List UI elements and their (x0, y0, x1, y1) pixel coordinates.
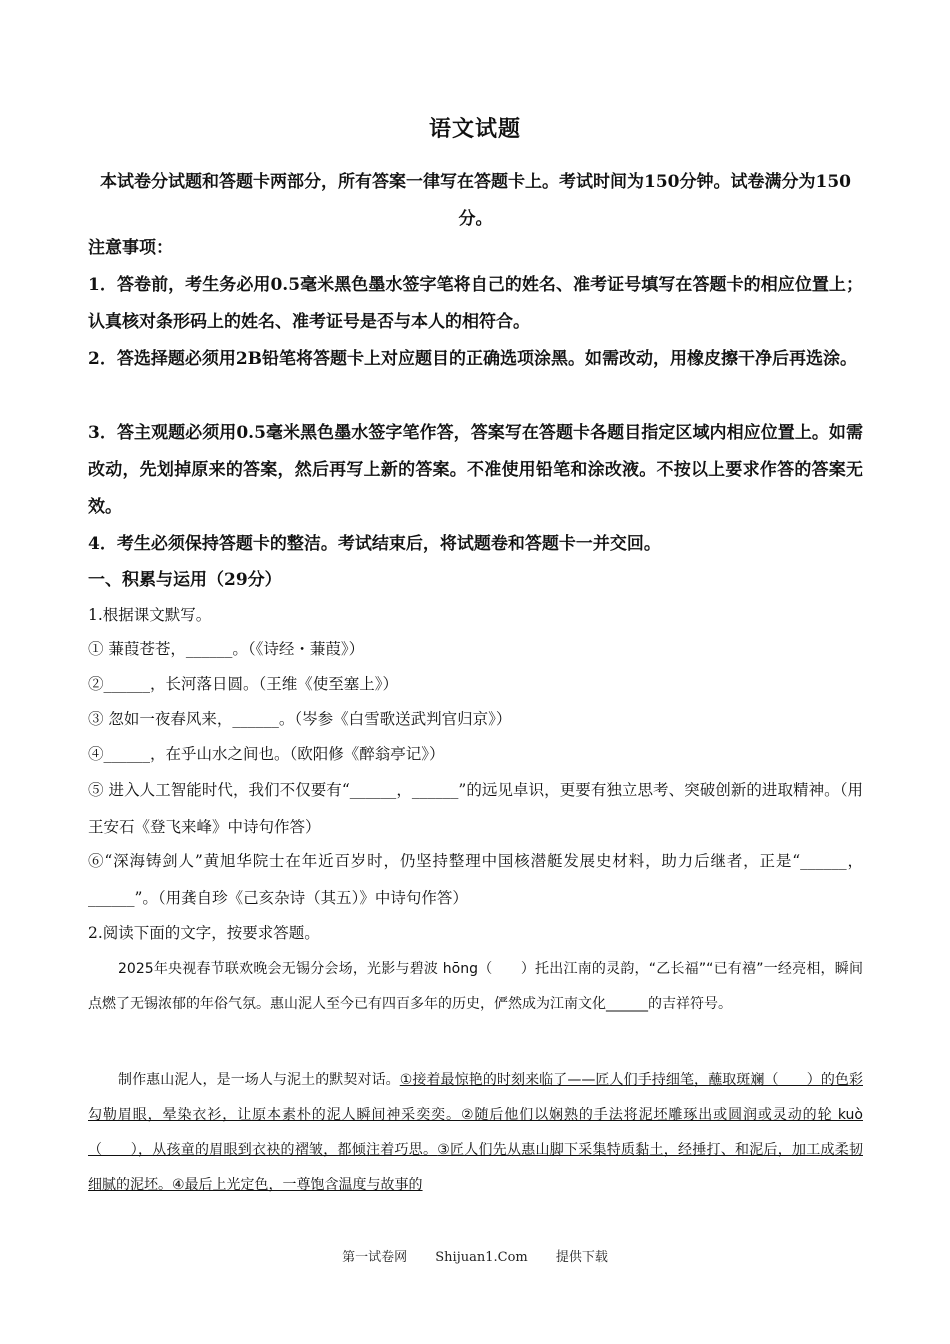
page-footer (0, 1246, 950, 1265)
question-2-stem: 2.阅读下面的文字，按要求答题。 (88, 924, 320, 942)
note-item-4: 4．考生必须保持答题卡的整洁。考试结束后，将试题卷和答题卡一并交回。 (88, 534, 661, 554)
footer-domain: Shijuan1.Com (435, 1250, 528, 1265)
sentence-4: ④最后上光定色，一尊饱含温度与故事的 (172, 1177, 423, 1193)
sentence-1: ①接着最惊艳的时刻来临了——匠人们手持细笔，蘸取斑斓（ ）的色彩勾勒眉眼，晕染衣衫，让原本素朴的泥人瞬间神采奕奕。 (88, 1072, 863, 1123)
exam-intro: 本试卷分试题和答题卡两部分，所有答案一律写在答题卡上。考试时间为150分钟。试卷满分为150分。 (100, 172, 851, 229)
question-1-stem: 1.根据课文默写。 (88, 606, 212, 624)
question-1-item-1: ① 蒹葭苍苍，______。（《诗经・蒹葭》） (88, 640, 365, 658)
question-1-item-4: ④______，在乎山水之间也。（欧阳修《醉翁亭记》） (88, 745, 445, 763)
question-1-item-5: ⑤ 进入人工智能时代，我们不仅要有“______，______”的远见卓识，更要有独立思考、突破创新的进取精神。（用王安石《登飞来峰》中诗句作答） (88, 781, 863, 836)
note-item-1: 1．答卷前，考生务必用0.5毫米黑色墨水签字笔将自己的姓名、准考证号填写在答题卡的相应位置上；认真核对条形码上的姓名、准考证号是否与本人的相符合。 (88, 275, 863, 332)
page-title: 语文试题 (428, 116, 521, 142)
sentence-2: ②随后他们以娴熟的手法将泥坯雕琢出或圆润或灵动的轮 kuò（ ），从孩童的眉眼到衣袂的褶皱，都倾注着巧思。 (88, 1107, 863, 1158)
footer-site: 第一试卷网 (342, 1250, 408, 1265)
notes-heading: 注意事项： (88, 238, 173, 258)
question-1-item-6: ⑥“深海铸剑人”黄旭华院士在年近百岁时，仍坚持整理中国核潜艇发展史材料，助力后继者，正是“______，______”。（用龚自珍《己亥杂诗（其五）》中诗句作答） (88, 852, 863, 907)
question-1-item-2: ②______，长河落日圆。（王维《使至塞上》） (88, 675, 399, 693)
sentence-3: ③匠人们先从惠山脚下采集特质黏土，经捶打、和泥后，加工成柔韧细腻的泥坯。 (88, 1142, 863, 1193)
paragraph-lead: 制作惠山泥人，是一场人与泥土的默契对话。 (118, 1072, 400, 1088)
note-item-3: 3．答主观题必须用0.5毫米黑色墨水签字笔作答，答案写在答题卡各题目指定区域内相应位置上。如需改动，先划掉原来的答案，然后再写上新的答案。不准使用铅笔和涂改液。不按以上要求作答的答案无效。 (88, 423, 863, 517)
footer-note: 提供下载 (555, 1250, 608, 1265)
question-1-item-3: ③ 忽如一夜春风来，______。（岑参《白雪歌送武判官归京》） (88, 710, 512, 728)
note-item-2: 2．答选择题必须用2B铅笔将答题卡上对应题目的正确选项涂黑。如需改动，用橡皮擦干净后再选涂。 (88, 349, 858, 369)
reading-paragraph-1: 2025年央视春节联欢晚会无锡分会场，光影与碧波 hōng（ ）托出江南的灵韵，“乙长福”“已有禧”一经亮相，瞬间点燃了无锡浓郁的年俗气氛。惠山泥人至今已有四百多年的历史，俨然成为江南文化______的吉祥符号。 (88, 961, 863, 1012)
section-heading: 一、积累与运用（29分） (88, 570, 282, 590)
reading-paragraph-2 (88, 1063, 863, 1203)
